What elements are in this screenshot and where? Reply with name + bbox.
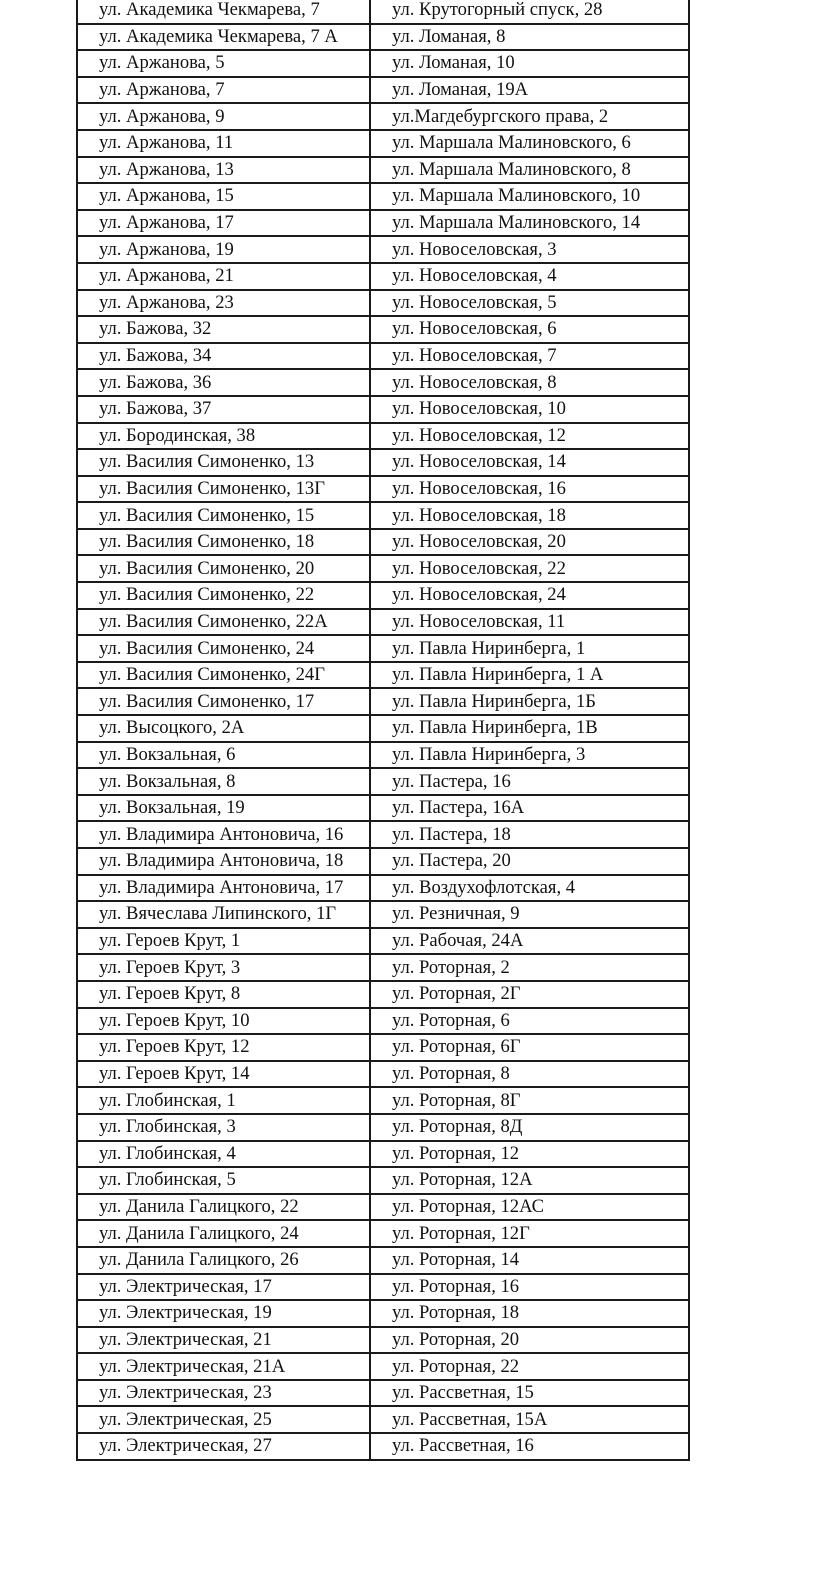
address-cell-right: ул. Новоселовская, 4	[370, 263, 689, 290]
address-cell-right: ул. Новоселовская, 24	[370, 582, 689, 609]
table-row	[77, 476, 689, 503]
table-row	[77, 369, 689, 396]
address-cell-left: ул. Василия Симоненко, 24	[77, 635, 370, 662]
table-row	[77, 928, 689, 955]
address-cell-left: ул. Электрическая, 25	[77, 1406, 370, 1433]
address-cell-left: ул. Бажова, 36	[77, 369, 370, 396]
address-cell-left: ул. Глобинская, 3	[77, 1114, 370, 1141]
address-cell-left: ул. Героев Крут, 1	[77, 928, 370, 955]
address-cell-right: ул. Павла Ниринберга, 1Б	[370, 688, 689, 715]
table-row	[77, 795, 689, 822]
address-cell-left: ул. Высоцкого, 2А	[77, 715, 370, 742]
address-cell-left: ул. Электрическая, 21	[77, 1327, 370, 1354]
table-row	[77, 1327, 689, 1354]
address-cell-right: ул. Роторная, 12АС	[370, 1194, 689, 1221]
address-cell-right: ул. Пастера, 20	[370, 848, 689, 875]
address-cell-left: ул. Бажова, 34	[77, 343, 370, 370]
address-cell-right: ул. Роторная, 8	[370, 1061, 689, 1088]
table-row	[77, 183, 689, 210]
address-cell-left: ул. Героев Крут, 10	[77, 1008, 370, 1035]
table-row	[77, 1406, 689, 1433]
table-row	[77, 555, 689, 582]
address-cell-left: ул. Электрическая, 19	[77, 1300, 370, 1327]
address-cell-left: ул. Василия Симоненко, 22	[77, 582, 370, 609]
table-row	[77, 529, 689, 556]
address-cell-right: ул. Ломаная, 19А	[370, 77, 689, 104]
table-row	[77, 1247, 689, 1274]
address-cell-left: ул. Аржанова, 15	[77, 183, 370, 210]
address-cell-right: ул. Ломаная, 8	[370, 24, 689, 51]
address-cell-left: ул. Аржанова, 11	[77, 130, 370, 157]
table-row	[77, 502, 689, 529]
address-cell-left: ул. Аржанова, 23	[77, 290, 370, 317]
table-row	[77, 662, 689, 689]
table-row	[77, 396, 689, 423]
table-row	[77, 635, 689, 662]
address-cell-left: ул. Аржанова, 7	[77, 77, 370, 104]
address-cell-left: ул. Василия Симоненко, 15	[77, 502, 370, 529]
address-cell-left: ул. Электрическая, 17	[77, 1274, 370, 1301]
table-row	[77, 1114, 689, 1141]
table-row	[77, 343, 689, 370]
address-cell-left: ул. Вячеслава Липинского, 1Г	[77, 901, 370, 928]
address-cell-left: ул. Электрическая, 23	[77, 1380, 370, 1407]
address-cell-right: ул. Роторная, 6Г	[370, 1034, 689, 1061]
address-cell-right: ул. Пастера, 16	[370, 768, 689, 795]
address-cell-right: ул. Новоселовская, 18	[370, 502, 689, 529]
address-cell-left: ул. Данила Галицкого, 24	[77, 1220, 370, 1247]
address-cell-left: ул. Электрическая, 27	[77, 1433, 370, 1460]
table-row	[77, 768, 689, 795]
address-cell-left: ул. Академика Чекмарева, 7	[77, 0, 370, 24]
address-cell-right: ул. Новоселовская, 22	[370, 555, 689, 582]
table-row	[77, 688, 689, 715]
address-cell-right: ул. Рассветная, 15А	[370, 1406, 689, 1433]
table-row	[77, 1061, 689, 1088]
address-table-container	[76, 0, 688, 1461]
address-cell-right: ул. Маршала Малиновского, 6	[370, 130, 689, 157]
table-row	[77, 50, 689, 77]
address-cell-right: ул. Роторная, 6	[370, 1008, 689, 1035]
address-cell-left: ул. Василия Симоненко, 22А	[77, 609, 370, 636]
address-cell-left: ул. Глобинская, 5	[77, 1167, 370, 1194]
address-cell-right: ул. Роторная, 2	[370, 954, 689, 981]
address-cell-left: ул. Аржанова, 5	[77, 50, 370, 77]
table-row	[77, 263, 689, 290]
address-cell-left: ул. Героев Крут, 14	[77, 1061, 370, 1088]
address-cell-right: ул. Новоселовская, 11	[370, 609, 689, 636]
table-row	[77, 609, 689, 636]
table-row	[77, 1353, 689, 1380]
address-cell-right: ул. Пастера, 16А	[370, 795, 689, 822]
address-cell-left: ул. Вокзальная, 19	[77, 795, 370, 822]
table-row	[77, 1034, 689, 1061]
address-cell-right: ул. Рабочая, 24А	[370, 928, 689, 955]
table-row	[77, 103, 689, 130]
address-cell-left: ул. Аржанова, 21	[77, 263, 370, 290]
address-cell-right: ул. Павла Ниринберга, 3	[370, 742, 689, 769]
address-cell-left: ул. Героев Крут, 12	[77, 1034, 370, 1061]
address-cell-right: ул. Роторная, 2Г	[370, 981, 689, 1008]
address-cell-right: ул. Павла Ниринберга, 1	[370, 635, 689, 662]
table-row	[77, 1220, 689, 1247]
table-row	[77, 875, 689, 902]
address-cell-left: ул. Академика Чекмарева, 7 А	[77, 24, 370, 51]
table-row	[77, 1194, 689, 1221]
address-cell-right: ул. Крутогорный спуск, 28	[370, 0, 689, 24]
address-cell-left: ул. Владимира Антоновича, 17	[77, 875, 370, 902]
address-cell-right: ул. Ломаная, 10	[370, 50, 689, 77]
address-cell-right: ул. Резничная, 9	[370, 901, 689, 928]
address-cell-right: ул. Новоселовская, 5	[370, 290, 689, 317]
address-cell-right: ул. Воздухофлотская, 4	[370, 875, 689, 902]
table-row	[77, 316, 689, 343]
address-cell-left: ул. Данила Галицкого, 26	[77, 1247, 370, 1274]
address-cell-right: ул. Новоселовская, 10	[370, 396, 689, 423]
table-row	[77, 236, 689, 263]
address-cell-right: ул. Роторная, 8Г	[370, 1087, 689, 1114]
address-cell-right: ул. Маршала Малиновского, 14	[370, 210, 689, 237]
address-cell-left: ул. Глобинская, 4	[77, 1141, 370, 1168]
table-row	[77, 1141, 689, 1168]
address-cell-right: ул. Новоселовская, 6	[370, 316, 689, 343]
address-cell-left: ул. Аржанова, 13	[77, 157, 370, 184]
table-row	[77, 954, 689, 981]
table-row	[77, 423, 689, 450]
address-cell-right: ул. Рассветная, 16	[370, 1433, 689, 1460]
address-cell-right: ул. Павла Ниринберга, 1В	[370, 715, 689, 742]
address-cell-right: ул. Новоселовская, 8	[370, 369, 689, 396]
address-cell-right: ул. Новоселовская, 7	[370, 343, 689, 370]
table-row	[77, 742, 689, 769]
address-table	[76, 0, 690, 1461]
address-cell-right: ул. Рассветная, 15	[370, 1380, 689, 1407]
address-cell-right: ул. Маршала Малиновского, 10	[370, 183, 689, 210]
address-cell-left: ул. Василия Симоненко, 13	[77, 449, 370, 476]
address-cell-right: ул. Роторная, 14	[370, 1247, 689, 1274]
address-cell-left: ул. Бажова, 32	[77, 316, 370, 343]
address-cell-left: ул. Владимира Антоновича, 16	[77, 821, 370, 848]
address-table-body	[77, 0, 689, 1460]
address-cell-left: ул. Аржанова, 19	[77, 236, 370, 263]
table-row	[77, 24, 689, 51]
address-cell-left: ул. Глобинская, 1	[77, 1087, 370, 1114]
table-row	[77, 290, 689, 317]
address-cell-left: ул. Василия Симоненко, 17	[77, 688, 370, 715]
address-cell-right: ул. Роторная, 20	[370, 1327, 689, 1354]
address-cell-right: ул. Новоселовская, 16	[370, 476, 689, 503]
address-cell-left: ул. Василия Симоненко, 24Г	[77, 662, 370, 689]
address-cell-left: ул. Героев Крут, 3	[77, 954, 370, 981]
table-row	[77, 848, 689, 875]
address-cell-right: ул. Роторная, 22	[370, 1353, 689, 1380]
address-cell-right: ул. Павла Ниринберга, 1 А	[370, 662, 689, 689]
address-cell-left: ул. Бородинская, 38	[77, 423, 370, 450]
address-cell-right: ул. Новоселовская, 3	[370, 236, 689, 263]
address-cell-left: ул. Вокзальная, 8	[77, 768, 370, 795]
table-row	[77, 1300, 689, 1327]
table-row	[77, 77, 689, 104]
table-row	[77, 449, 689, 476]
address-cell-right: ул. Пастера, 18	[370, 821, 689, 848]
address-cell-left: ул. Аржанова, 17	[77, 210, 370, 237]
address-cell-left: ул. Данила Галицкого, 22	[77, 1194, 370, 1221]
address-cell-right: ул. Роторная, 18	[370, 1300, 689, 1327]
table-row	[77, 1008, 689, 1035]
table-row	[77, 821, 689, 848]
address-cell-left: ул. Василия Симоненко, 13Г	[77, 476, 370, 503]
address-cell-right: ул. Роторная, 16	[370, 1274, 689, 1301]
address-cell-right: ул. Роторная, 12А	[370, 1167, 689, 1194]
address-cell-right: ул. Новоселовская, 14	[370, 449, 689, 476]
address-cell-right: ул. Новоселовская, 12	[370, 423, 689, 450]
address-cell-right: ул.Магдебургского права, 2	[370, 103, 689, 130]
address-cell-right: ул. Маршала Малиновского, 8	[370, 157, 689, 184]
address-cell-left: ул. Василия Симоненко, 20	[77, 555, 370, 582]
table-row	[77, 1433, 689, 1460]
table-row	[77, 157, 689, 184]
address-cell-left: ул. Бажова, 37	[77, 396, 370, 423]
address-cell-left: ул. Василия Симоненко, 18	[77, 529, 370, 556]
address-cell-left: ул. Аржанова, 9	[77, 103, 370, 130]
address-cell-left: ул. Электрическая, 21А	[77, 1353, 370, 1380]
table-row	[77, 715, 689, 742]
table-row	[77, 130, 689, 157]
table-row	[77, 582, 689, 609]
address-cell-left: ул. Вокзальная, 6	[77, 742, 370, 769]
table-row	[77, 1380, 689, 1407]
table-row	[77, 981, 689, 1008]
address-cell-left: ул. Владимира Антоновича, 18	[77, 848, 370, 875]
table-row	[77, 1087, 689, 1114]
address-cell-right: ул. Роторная, 12	[370, 1141, 689, 1168]
table-row	[77, 1274, 689, 1301]
address-cell-left: ул. Героев Крут, 8	[77, 981, 370, 1008]
table-row	[77, 901, 689, 928]
address-cell-right: ул. Роторная, 8Д	[370, 1114, 689, 1141]
address-cell-right: ул. Новоселовская, 20	[370, 529, 689, 556]
address-cell-right: ул. Роторная, 12Г	[370, 1220, 689, 1247]
table-row	[77, 0, 689, 24]
table-row	[77, 1167, 689, 1194]
table-row	[77, 210, 689, 237]
